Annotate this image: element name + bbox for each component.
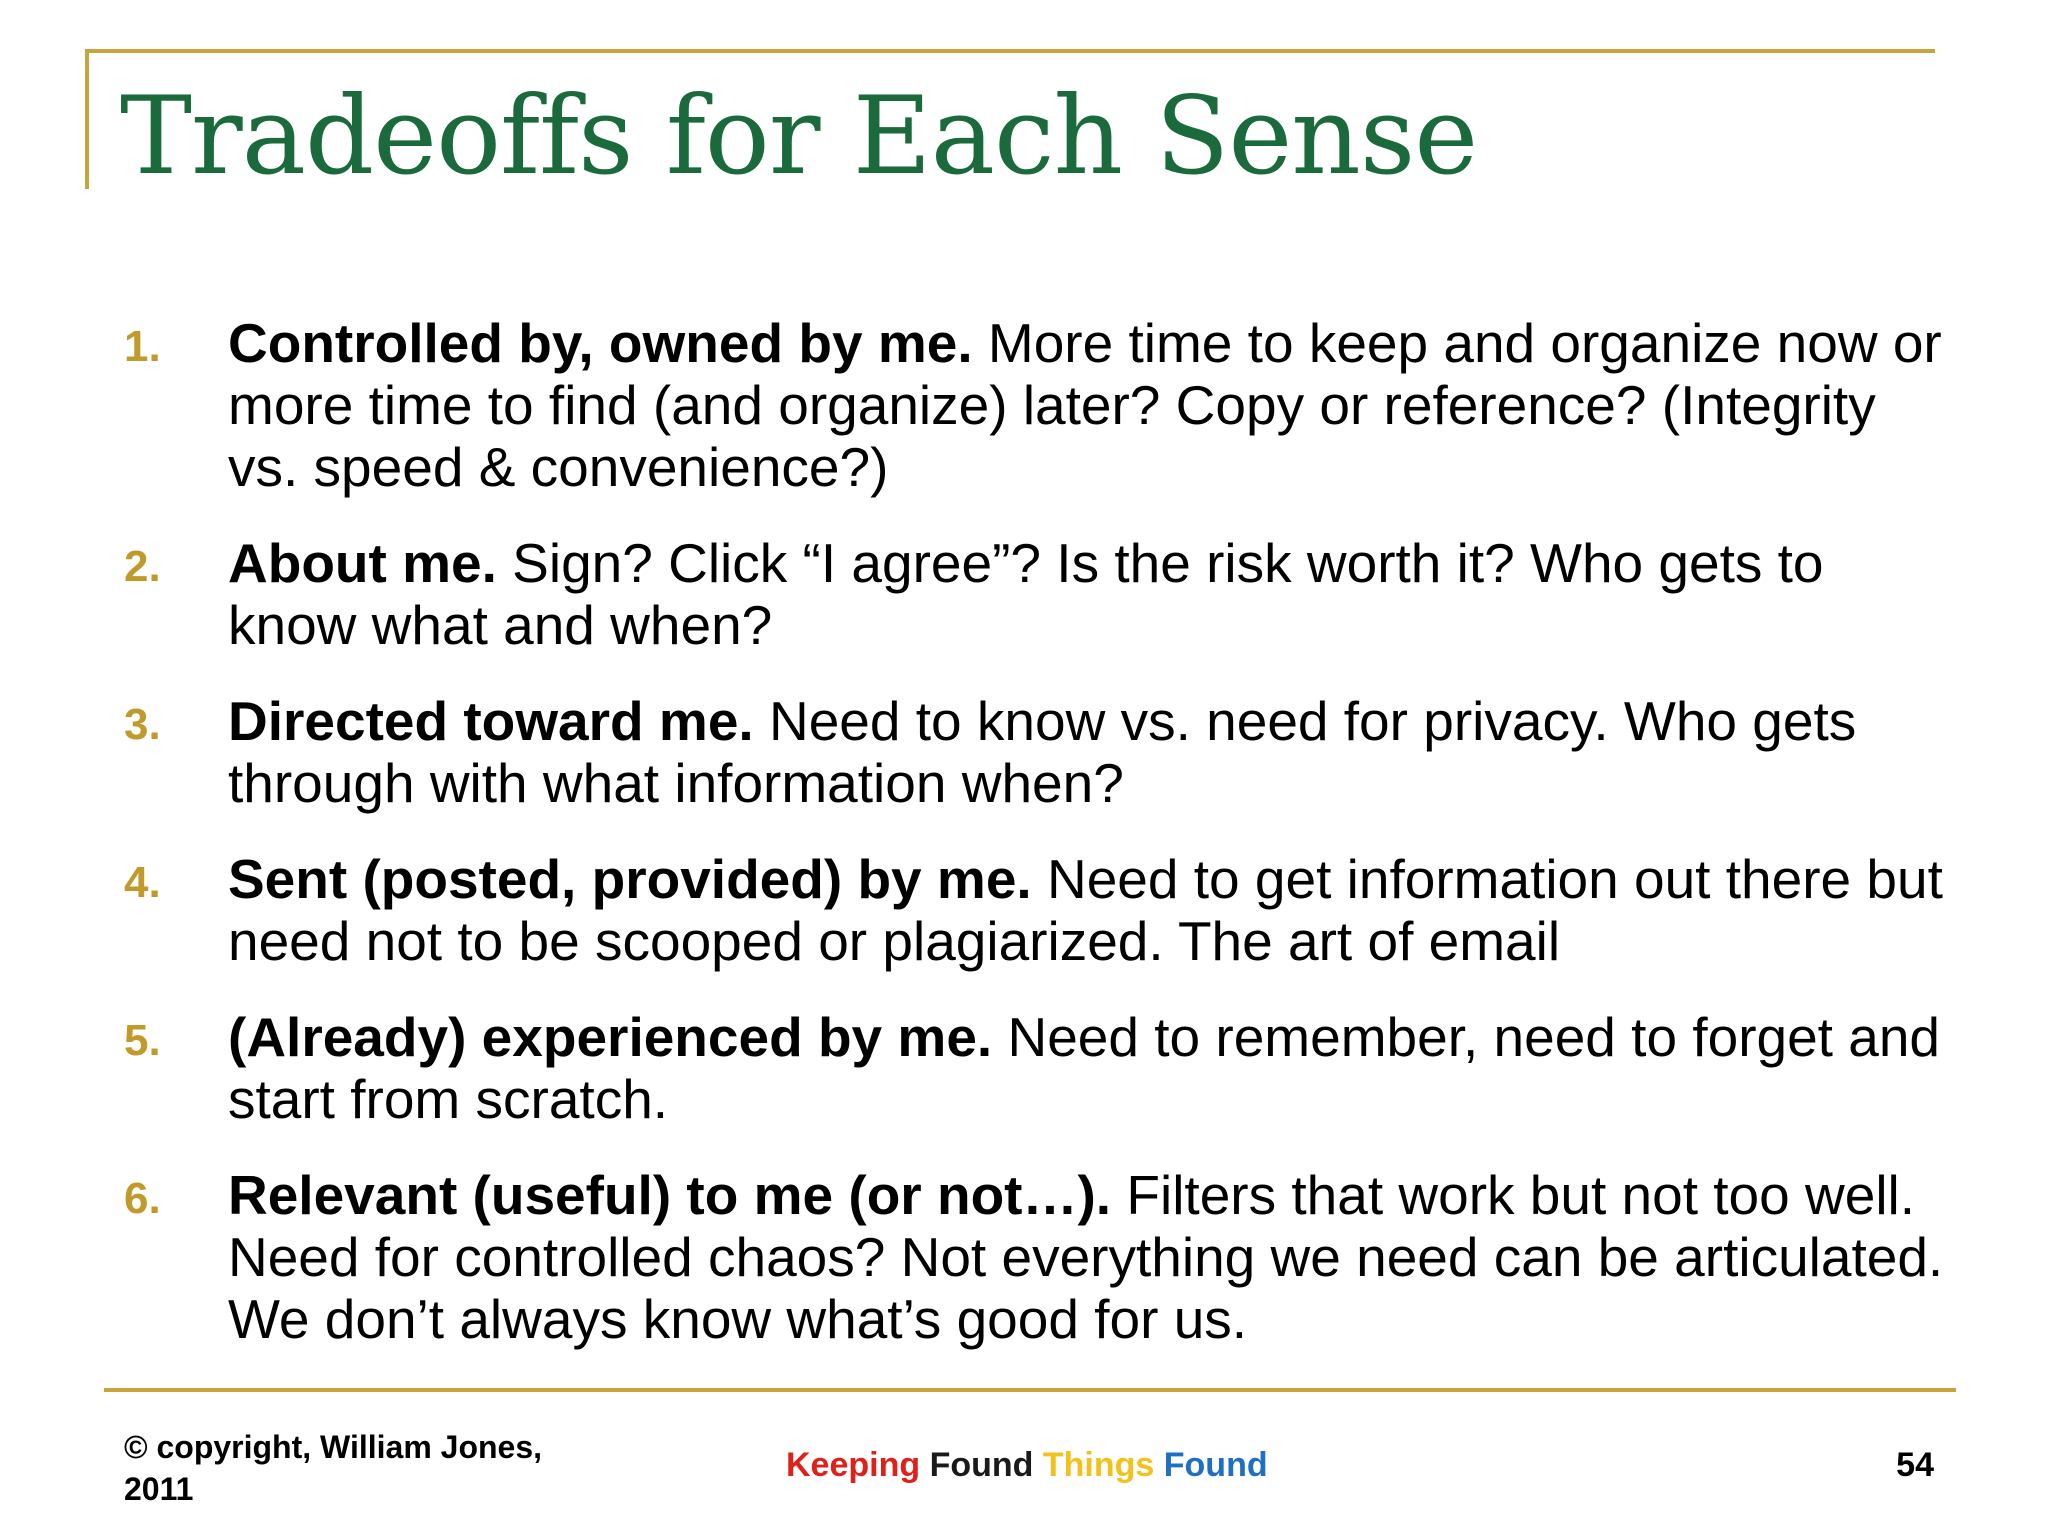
list-item [124, 532, 1954, 656]
list-item [124, 1164, 1954, 1350]
item-number: 4. [124, 858, 161, 907]
item-lead: (Already) experienced by me. [228, 1006, 993, 1068]
item-lead: Controlled by, owned by me. [228, 312, 973, 374]
item-text: Need to remember, need to forget and start from scratch. [228, 1006, 1941, 1130]
item-number: 3. [124, 700, 161, 749]
item-lead: Directed toward me. [228, 690, 754, 752]
list-item [124, 1006, 1954, 1130]
brand-word: Keeping [786, 1446, 930, 1484]
item-number: 5. [124, 1016, 161, 1065]
left-rule [85, 49, 89, 189]
item-lead: Relevant (useful) to me (or not…). [228, 1164, 1112, 1226]
item-text: Need to get information out there but need not to be scooped or plagiarized. The art of email [228, 848, 1943, 972]
item-lead: About me. [228, 532, 497, 594]
item-text: More time to keep and organize now or more time to find (and organize) later? Copy or reference? (Integrity vs. speed & convenience?) [228, 312, 1942, 498]
slide-title: Tradeoffs for Each Sense [120, 74, 1478, 199]
brand-word: Found [929, 1446, 1043, 1484]
item-text: Filters that work but not too well. Need for controlled chaos? Not everything we need can be articulated. We don’t always know what’s good for us. [228, 1164, 1944, 1350]
item-lead: Sent (posted, provided) by me. [228, 848, 1032, 910]
brand-word: Found [1163, 1446, 1268, 1484]
brand-word: Things [1042, 1446, 1164, 1484]
brand-logo-text [786, 1446, 1268, 1485]
item-number: 2. [124, 542, 161, 591]
item-number: 1. [124, 322, 161, 371]
tradeoff-list [124, 312, 1954, 1384]
bottom-rule [104, 1388, 1956, 1392]
item-text: Need to know vs. need for privacy. Who gets through with what information when? [228, 690, 1857, 814]
copyright-year: 2011 [124, 1471, 194, 1507]
item-text: Sign? Click “I agree”? Is the risk worth it? Who gets to know what and when? [228, 532, 1824, 656]
list-item [124, 690, 1954, 814]
top-rule [85, 49, 1935, 53]
copyright-notice [124, 1426, 644, 1510]
item-number: 6. [124, 1174, 161, 1223]
page-number: 54 [1896, 1446, 1934, 1484]
list-item [124, 848, 1954, 972]
copyright-line: © copyright, William Jones, [124, 1429, 543, 1465]
list-item [124, 312, 1954, 498]
